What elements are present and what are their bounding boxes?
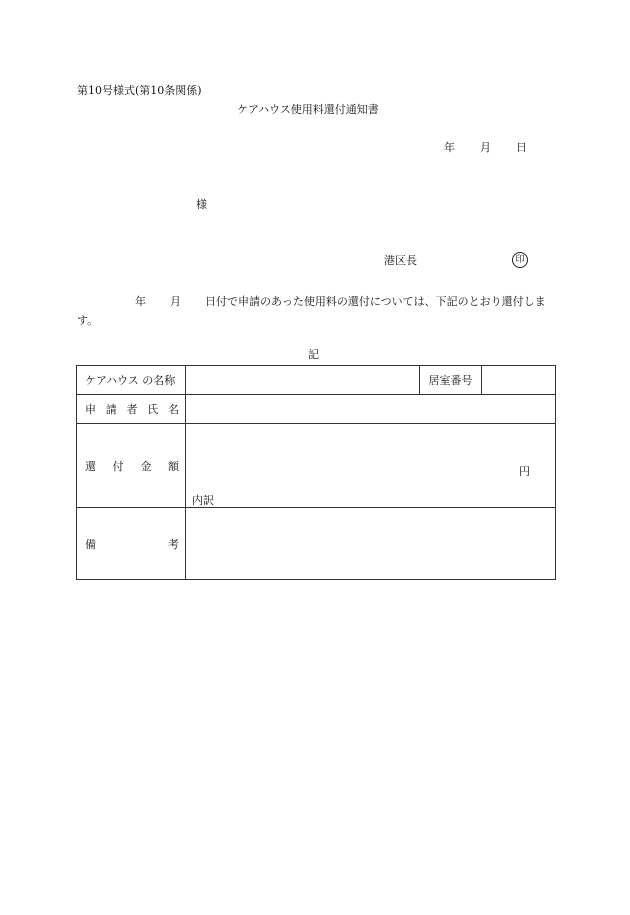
form-number: 第10号様式(第10条関係) [77, 84, 202, 97]
table-row-facility [77, 366, 556, 395]
applicant-name-field[interactable] [186, 395, 556, 424]
refund-amount-field[interactable] [186, 424, 556, 508]
remarks-label: 備 考 [77, 508, 186, 580]
facility-name-field[interactable] [186, 366, 420, 395]
body-year: 年 [135, 295, 146, 308]
notice-body [77, 292, 555, 330]
refund-amount-label: 還 付 金 額 [77, 424, 186, 508]
room-number-field[interactable] [482, 366, 556, 395]
body-month: 月 [170, 295, 181, 308]
date-month: 月 [480, 141, 491, 154]
table-row-applicant [77, 395, 556, 424]
table-row-remarks [77, 508, 556, 580]
table-row-refund [77, 424, 556, 508]
date-day: 日 [516, 141, 527, 154]
issue-date [444, 142, 527, 153]
refund-detail-table [76, 365, 556, 580]
remarks-field[interactable] [186, 508, 556, 580]
facility-name-label: ケアハウス の名称 [77, 366, 186, 395]
issuer-name: 港区長 [384, 254, 417, 267]
breakdown-label: 内訳 [192, 493, 214, 507]
seal-mark: 印 [512, 252, 528, 268]
yen-unit: 円 [519, 464, 530, 478]
section-marker: 記 [308, 348, 319, 361]
date-year: 年 [444, 141, 455, 154]
applicant-name-label: 申 請 者 氏 名 [77, 395, 186, 424]
addressee-honorific: 様 [196, 198, 207, 211]
document-title: ケアハウス使用料還付通知書 [237, 103, 379, 116]
body-text: 日付で申請のあった使用料の還付については、下記のとおり還付します。 [77, 295, 546, 327]
room-number-label: 居室番号 [420, 366, 482, 395]
